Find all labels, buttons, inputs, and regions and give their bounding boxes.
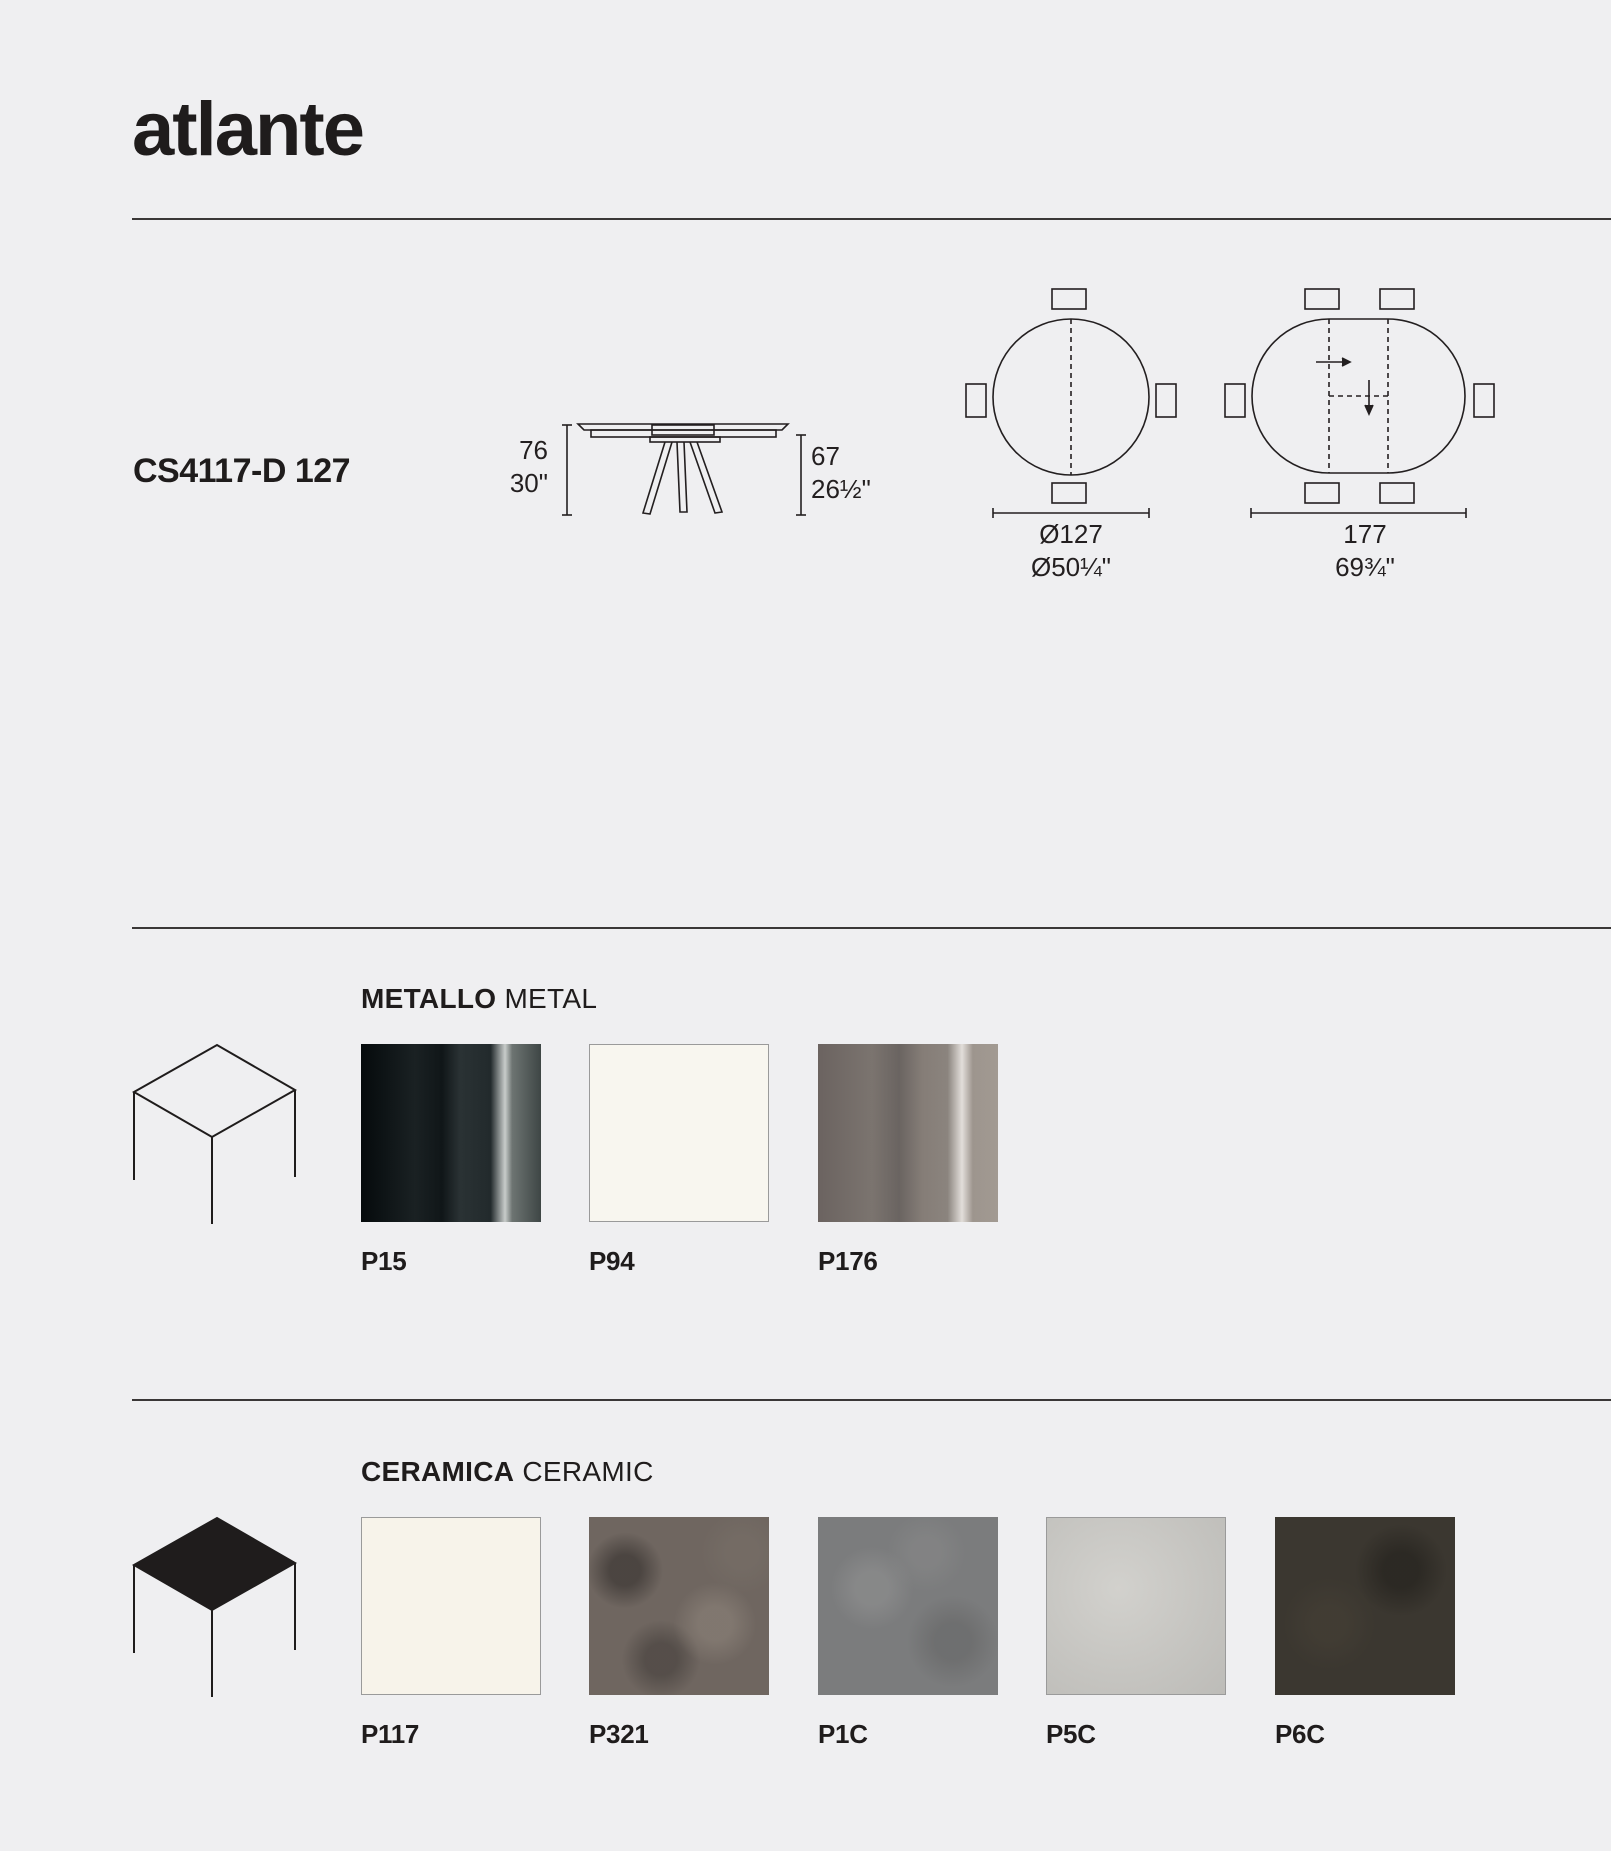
ceramic-section-title: CERAMICA CERAMIC — [361, 1456, 654, 1487]
diameter-in: Ø50¼" — [1030, 552, 1112, 582]
model-code: CS4117-D 127 — [133, 452, 351, 490]
swatch-label: P15 — [361, 1246, 407, 1276]
swatch-label: P5C — [1046, 1719, 1096, 1749]
leg-height-cm: 67 — [811, 441, 840, 471]
swatch-label: P94 — [589, 1246, 635, 1276]
swatch-p5c[interactable] — [1046, 1517, 1226, 1695]
swatch-label: P6C — [1275, 1719, 1325, 1749]
swatch-label: P176 — [818, 1246, 878, 1276]
swatch-p117[interactable] — [361, 1517, 541, 1695]
page-title: atlante — [132, 87, 363, 172]
swatch-p1c[interactable] — [818, 1517, 998, 1695]
swatch-label: P117 — [361, 1719, 420, 1749]
diameter-cm: Ø127 — [1039, 519, 1103, 549]
swatch-label: P1C — [818, 1719, 868, 1749]
swatch-label: P321 — [589, 1719, 649, 1749]
extended-length-cm: 177 — [1343, 519, 1387, 549]
leg-height-in: 26½" — [811, 474, 871, 504]
height-cm: 76 — [519, 435, 548, 465]
extended-length-in: 69¾" — [1335, 552, 1395, 582]
height-in: 30" — [509, 468, 548, 498]
swatch-p6c[interactable] — [1275, 1517, 1455, 1695]
metal-section-title: METALLO METAL — [361, 983, 598, 1014]
swatch-p321[interactable] — [589, 1517, 769, 1695]
